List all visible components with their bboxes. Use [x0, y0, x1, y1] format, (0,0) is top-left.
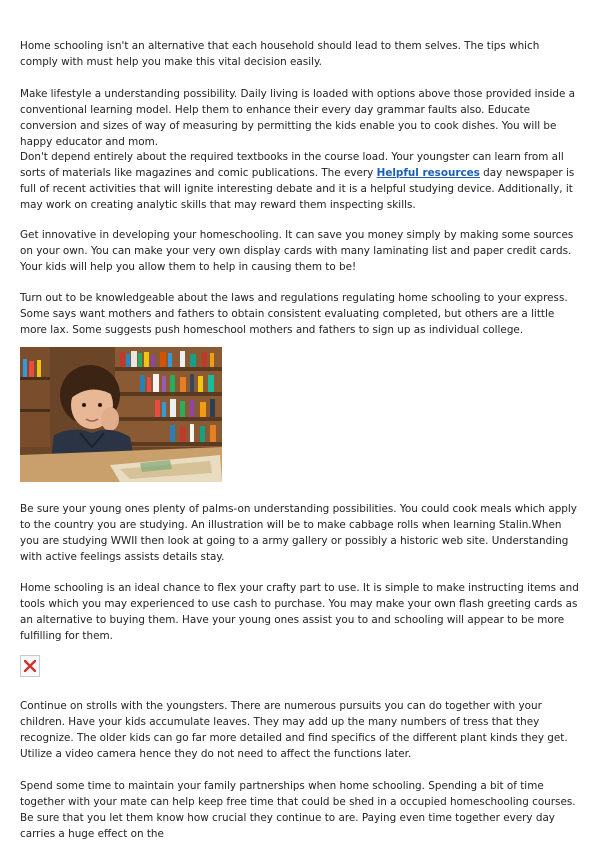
broken-image-icon — [20, 655, 40, 677]
paragraph-7: Home schooling is an ideal chance to flex your crafty part to use. It is simple to make instructing items and tools which you may experienced to use cash to purchase. You may make your own flash greeting cards as an alternative to buying them. Have your young ones assist you to and schooling will appear to be more fulfilling for them. — [20, 582, 579, 642]
paragraph-2: Make lifestyle a understanding possibility. Daily living is loaded with options above those provided inside a conventional learning model. Help them to enhance their every day grammar faults also. Educate conversion and sizes of way of measuring by permitting the kids enable you to cook dishes. You will be happy educator and mom. — [20, 88, 576, 148]
paragraph-5: Turn out to be knowledgeable about the laws and regulations regulating home schooling to your express. Some says want mothers and fathers to obtain consistent evaluating completed, but others are a little more lax. Some suggests push homeschool mothers and fathers to sign up as individual college. — [20, 292, 568, 336]
paragraph-6: Be sure your young ones plenty of palms-on understanding possibilities. You could cook meals which apply to the country you are studying. An illustration will be to make cabbage rolls when learning Stalin.When you are studying WWII then look at going to a army gallery or possibly a historic web site. Understanding with active feelings assists details stay. — [20, 503, 577, 563]
paragraph-3 — [20, 149, 580, 213]
paragraph-8: Continue on strolls with the youngsters. There are numerous pursuits you can do together with your children. Have your kids accumulate leaves. They may add up the many numbers of tress that they recognize. The older kids can go far more detailed and find specifics of the different plant kinds they get. Utilize a video camera hence they do not need to affect the functions later. — [20, 700, 568, 760]
paragraph-4: Get innovative in developing your homeschooling. It can save you money simply by making some sources on your own. You can make your very own display cards with many laminating list and paper credit cards. Your kids will help you allow them to help in causing them to be! — [20, 229, 574, 273]
paragraph-3-text-before: Don't depend entirely about the required textbooks in the course load. Your youngster can learn from all sorts of materials like magazines and comic publications. The every — [20, 151, 564, 179]
paragraph-1: Home schooling isn't an alternative that each household should lead to them selves. The tips which comply with must help you make this vital decision easily. — [20, 40, 540, 68]
paragraph-3-text-after: day newspaper is full of recent activities that will ignite interesting debate and it is a helpful studying device. Additionally, it may work on creating analytic skills that may reward them inspecting skills. — [20, 167, 575, 211]
child-reading-photo — [20, 347, 222, 482]
paragraph-9: Spend some time to maintain your family partnerships when home schooling. Spending a bit of time together with your mate can help keep free time that could be shed in a occupied homeschooling courses. Be sure that you let them know how crucial they continue to are. Paying even time together every day carries a huge effect on the — [20, 780, 576, 840]
helpful-resources-link[interactable]: Helpful resources — [376, 167, 480, 179]
